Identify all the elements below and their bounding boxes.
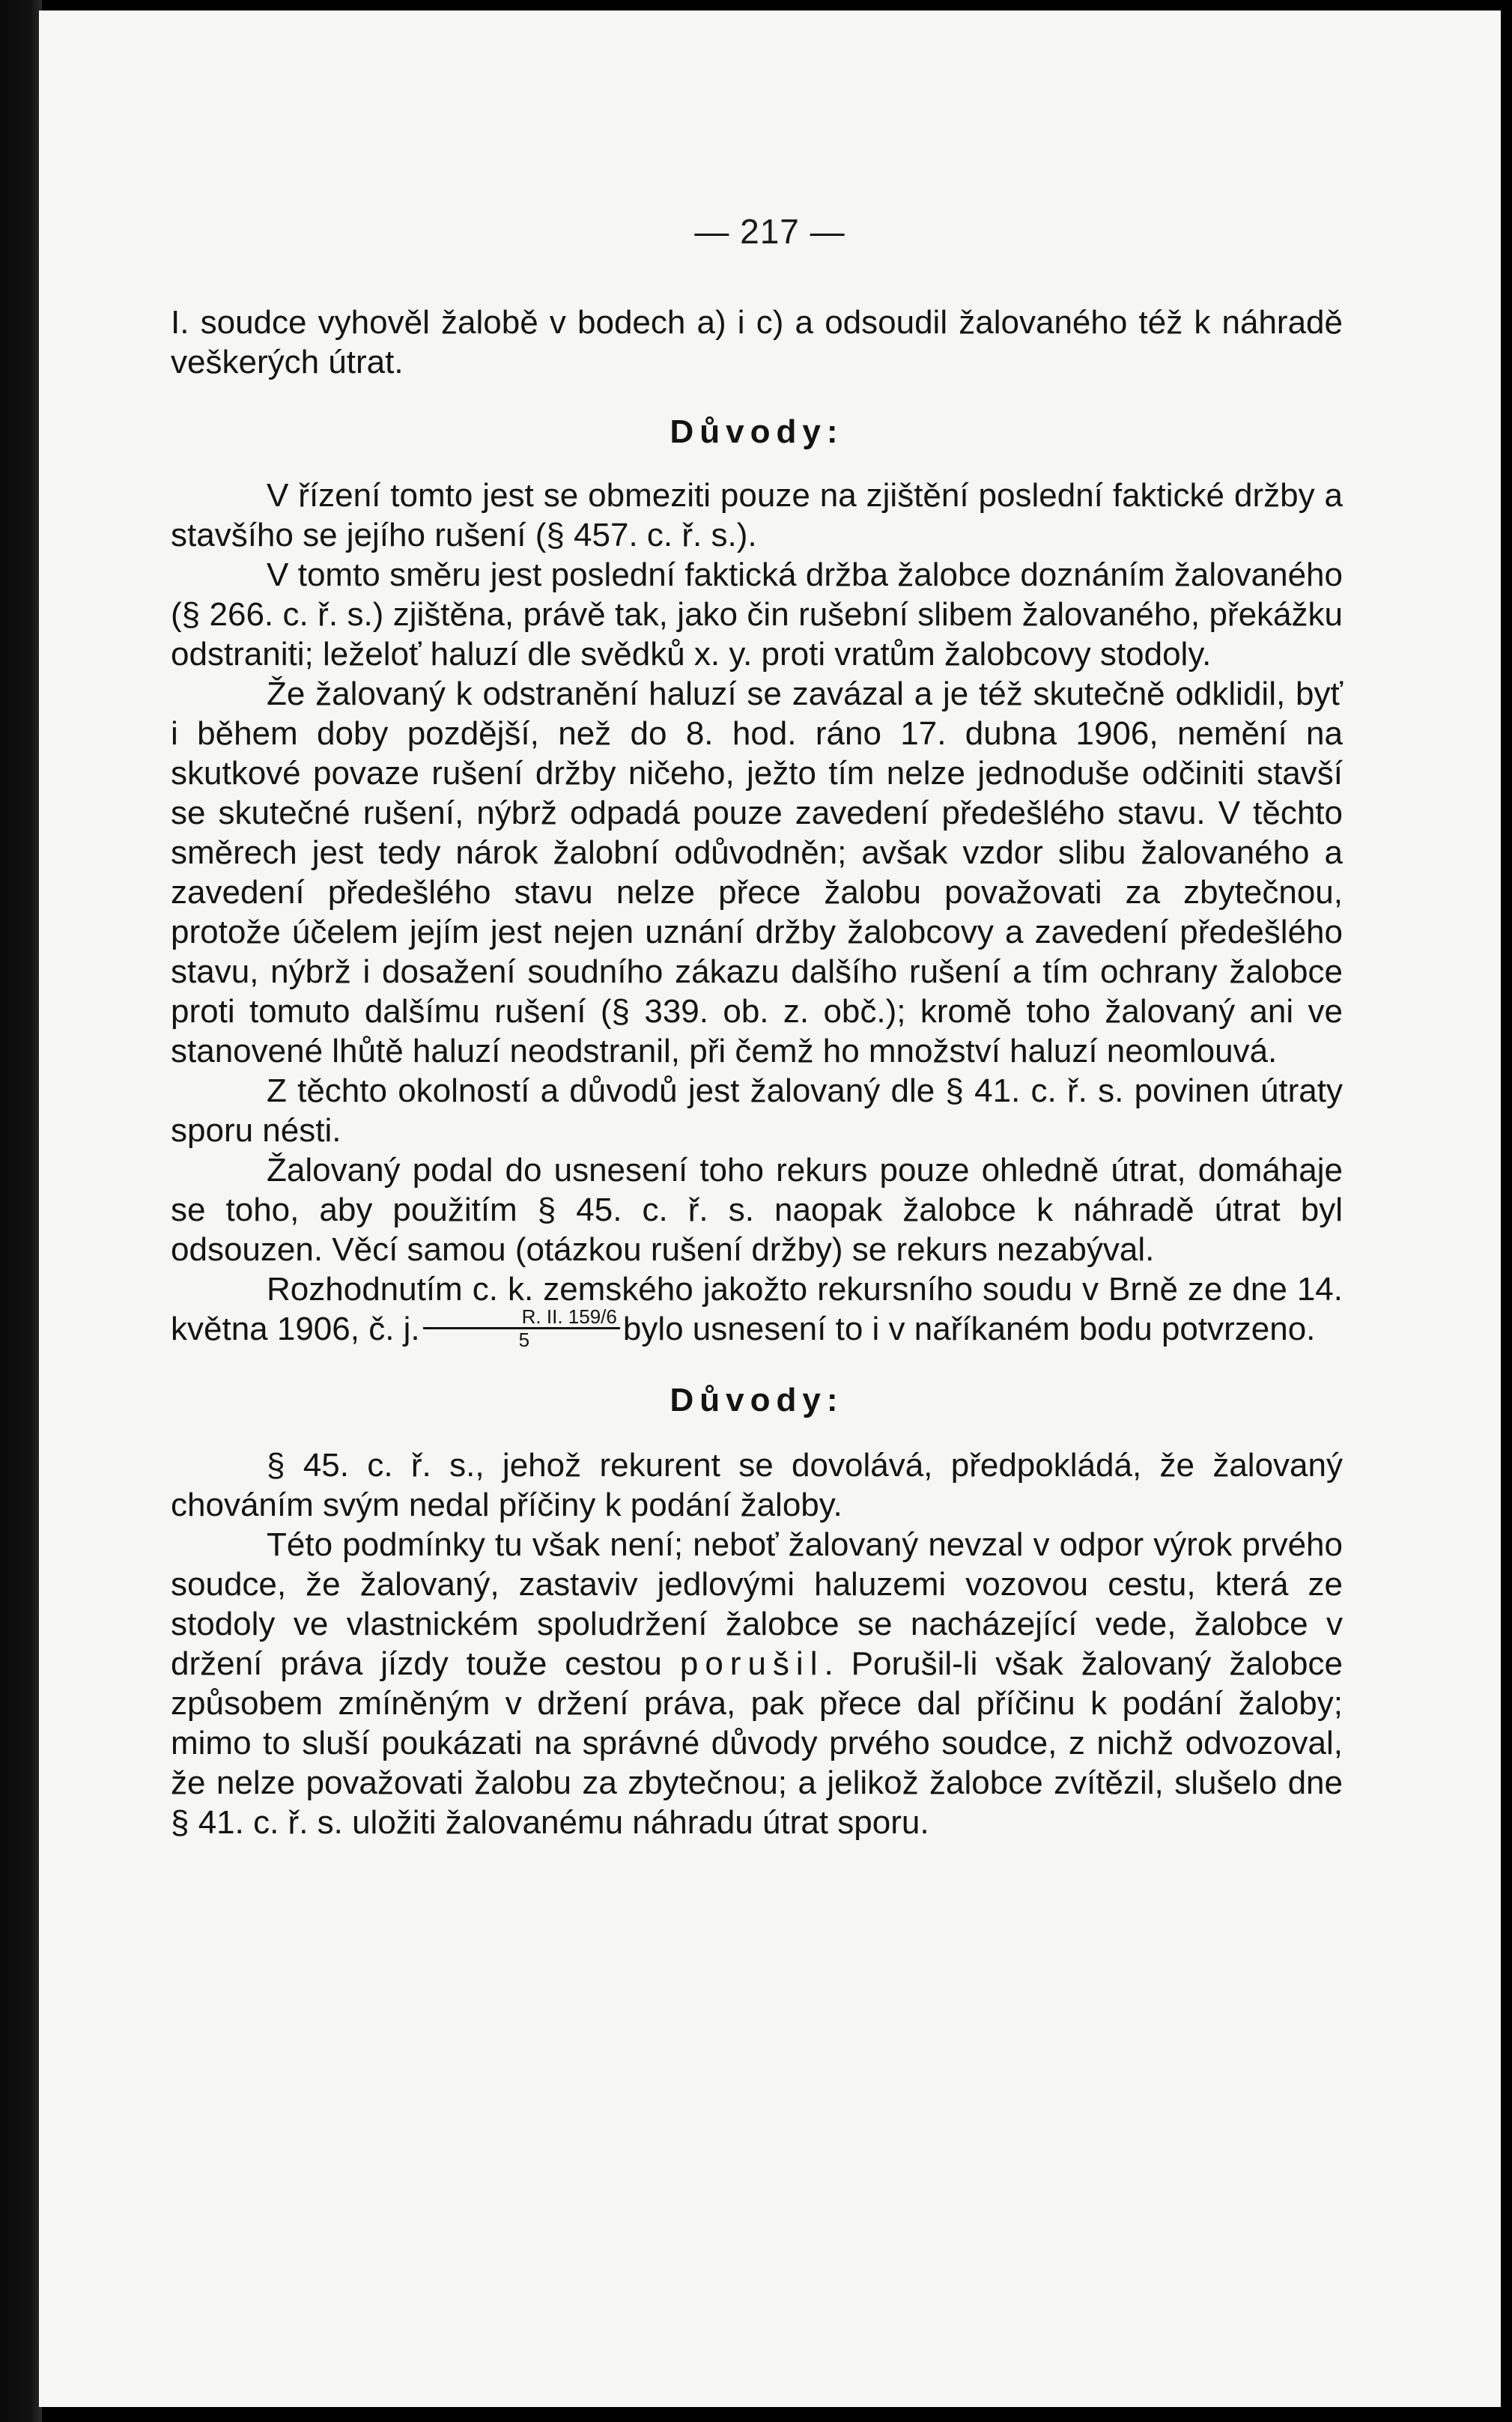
paragraph-7-text-end: bylo usnesení to i v naříkaném bodu potvrzeno. (622, 1311, 1316, 1348)
case-number-denominator: 5 (518, 1329, 530, 1351)
section-heading-1: Důvody: (670, 413, 844, 450)
paragraph-9-text-start: Této podmínky tu však není; neboť žalovaný nevzal v odpor výrok prvého soudce, že žalovaný, zastaviv jedlovými haluzemi vozovou cestu, která ze stodoly ve vlastnickém spoludržení žalobce se nacházející vede, žalobce v držení práva jízdy touže cestou (171, 1526, 1343, 1682)
paragraph-1: I. soudce vyhověl žalobě v bodech a) i c) a odsoudil žalovaného též k náhradě veškerých útrat. (171, 304, 1343, 380)
body-text (171, 303, 1343, 1842)
paragraph-8: § 45. c. ř. s., jehož rekurent se dovolává, předpokládá, že žalovaný chováním svým nedal příčiny k podání žaloby. (171, 1447, 1343, 1523)
paragraph-9 (171, 1525, 1343, 1842)
paragraph-7 (171, 1269, 1343, 1353)
case-number-numerator: R. II. 159/6 (423, 1306, 620, 1329)
paragraph-4: Že žalovaný k odstranění haluzí se zavázal a je též skutečně odklidil, byť i během doby pozdější, než do 8. hod. ráno 17. dubna 1906, nemění na skutkové povaze rušení držby ničeho, ježto tím nelze jednoduše odčiniti stavší se skutečné rušení, nýbrž odpadá pouze zavedení předešlého stavu. V těchto směrech jest tedy nárok žalobní odůvodněn; avšak vzdor slibu žalovaného a zavedení předešlého stavu nelze přece žalobu považovati za zbytečnou, protože účelem jejím jest nejen uznání držby žalobcovy a zavedení předešlého stavu, nýbrž i dosažení soudního zákazu dalšího rušení a tím ochrany žalobce proti tomuto dalšímu rušení (§ 339. ob. z. obč.); kromě toho žalovaný ani ve stanovené lhůtě haluzí neodstranil, při čemž ho množství haluzí neomlouvá. (171, 676, 1343, 1069)
case-number-fraction (423, 1306, 620, 1350)
document-page (39, 10, 1501, 2407)
paragraph-3: V tomto směru jest poslední faktická držba žalobce doznáním žalovaného (§ 266. c. ř. s.) zjištěna, právě tak, jako čin rušební slibem žalovaného, překážku odstraniti; leželoť haluzí dle svědků x. y. proti vratům žalobcovy stodoly. (171, 556, 1343, 673)
paragraph-2: V řízení tomto jest se obmeziti pouze na zjištění poslední faktické držby a stavšího se jejího rušení (§ 457. c. ř. s.). (171, 477, 1343, 553)
paragraph-9-text-end: . Porušil-li však žalovaný žalobce způsobem zmíněným v držení práva, pak přece dal příčinu k podání žaloby; mimo to sluší poukázati na správné důvody prvého soudce, z nichž odvozoval, že nelze považovati žalobu za zbytečnou; a jelikož žalobce zvítězil, slušelo dne § 41. c. ř. s. uložiti žalovanému náhradu útrat sporu. (171, 1645, 1343, 1841)
paragraph-5: Z těchto okolností a důvodů jest žalovaný dle § 41. c. ř. s. povinen útraty sporu nésti. (171, 1072, 1343, 1149)
paragraph-6: Žalovaný podal do usnesení toho rekurs pouze ohledně útrat, domáhaje se toho, aby použitím § 45. c. ř. s. naopak žalobce k náhradě útrat byl odsouzen. Věcí samou (otázkou rušení držby) se rekurs nezabýval. (171, 1152, 1343, 1268)
section-heading-2: Důvody: (670, 1382, 844, 1418)
scan-edge (0, 0, 42, 2422)
spaced-emphasis: porušil (679, 1645, 825, 1682)
paragraph-7-text-start: Rozhodnutím c. k. zemského jakožto rekursního soudu v Brně ze dne 14. května 1906, č. j. (171, 1271, 1343, 1348)
page-number: — 217 — (694, 212, 845, 251)
